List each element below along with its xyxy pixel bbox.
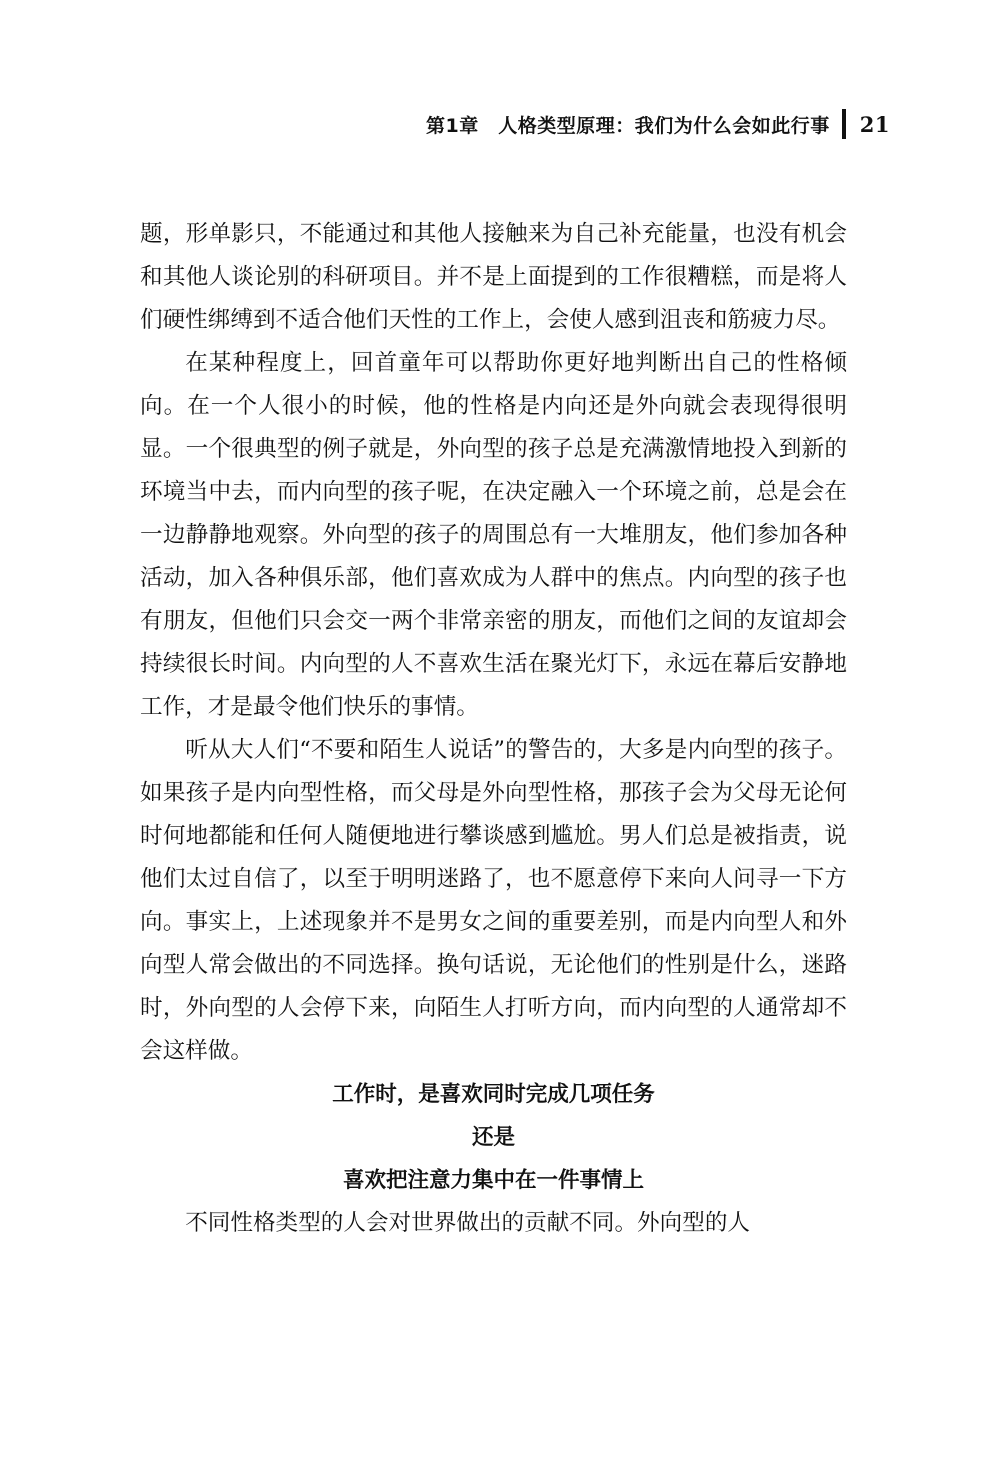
body-text xyxy=(140,213,847,1245)
section-heading-line: 还是 xyxy=(471,1125,515,1150)
paragraph: 不同性格类型的人会对世界做出的贡献不同。外向型的人 xyxy=(185,1210,751,1236)
running-title: 第1章 人格类型原理：我们为什么会如此行事 xyxy=(426,114,830,137)
section-heading-line: 喜欢把注意力集中在一件事情上 xyxy=(342,1168,644,1193)
paragraph: 在某种程度上，回首童年可以帮助你更好地判断出自己的性格倾向。在一个人很小的时候，他的性格是内向还是外向就会表现得很明显。一个很典型的例子就是，外向型的孩子总是充满激情地投入到新的环境当中去，而内向型的孩子呢，在决定融入一个环境之前，总是会在一边静静地观察。外向型的孩子的周围总有一大堆朋友，他们参加各种活动，加入各种俱乐部，他们喜欢成为人群中的焦点。内向型的孩子也有朋友，但他们只会交一两个非常亲密的朋友，而他们之间的友谊却会持续很长时间。内向型的人不喜欢生活在聚光灯下，永远在幕后安静地工作，才是最令他们快乐的事情。 xyxy=(140,350,847,720)
running-head xyxy=(426,108,890,140)
header-divider xyxy=(842,109,846,139)
section-heading-line: 工作时，是喜欢同时完成几项任务 xyxy=(332,1082,655,1107)
paragraph-continued: 题，形单影只，不能通过和其他人接触来为自己补充能量，也没有机会和其他人谈论别的科研项目。并不是上面提到的工作很糟糕，而是将人们硬性绑缚到不适合他们天性的工作上，会使人感到沮丧和筋疲力尽。 xyxy=(140,221,847,333)
paragraph: 听从大人们“不要和陌生人说话”的警告的，大多是内向型的孩子。如果孩子是内向型性格，而父母是外向型性格，那孩子会为父母无论何时何地都能和任何人随便地进行攀谈感到尴尬。男人们总是被指责，说他们太过自信了，以至于明明迷路了，也不愿意停下来向人问寻一下方向。事实上，上述现象并不是男女之间的重要差别，而是内向型人和外向型人常会做出的不同选择。换句话说，无论他们的性别是什么，迷路时，外向型的人会停下来，向陌生人打听方向，而内向型的人通常却不会这样做。 xyxy=(140,737,847,1064)
section-heading xyxy=(140,1073,847,1202)
page-number: 21 xyxy=(859,111,890,137)
